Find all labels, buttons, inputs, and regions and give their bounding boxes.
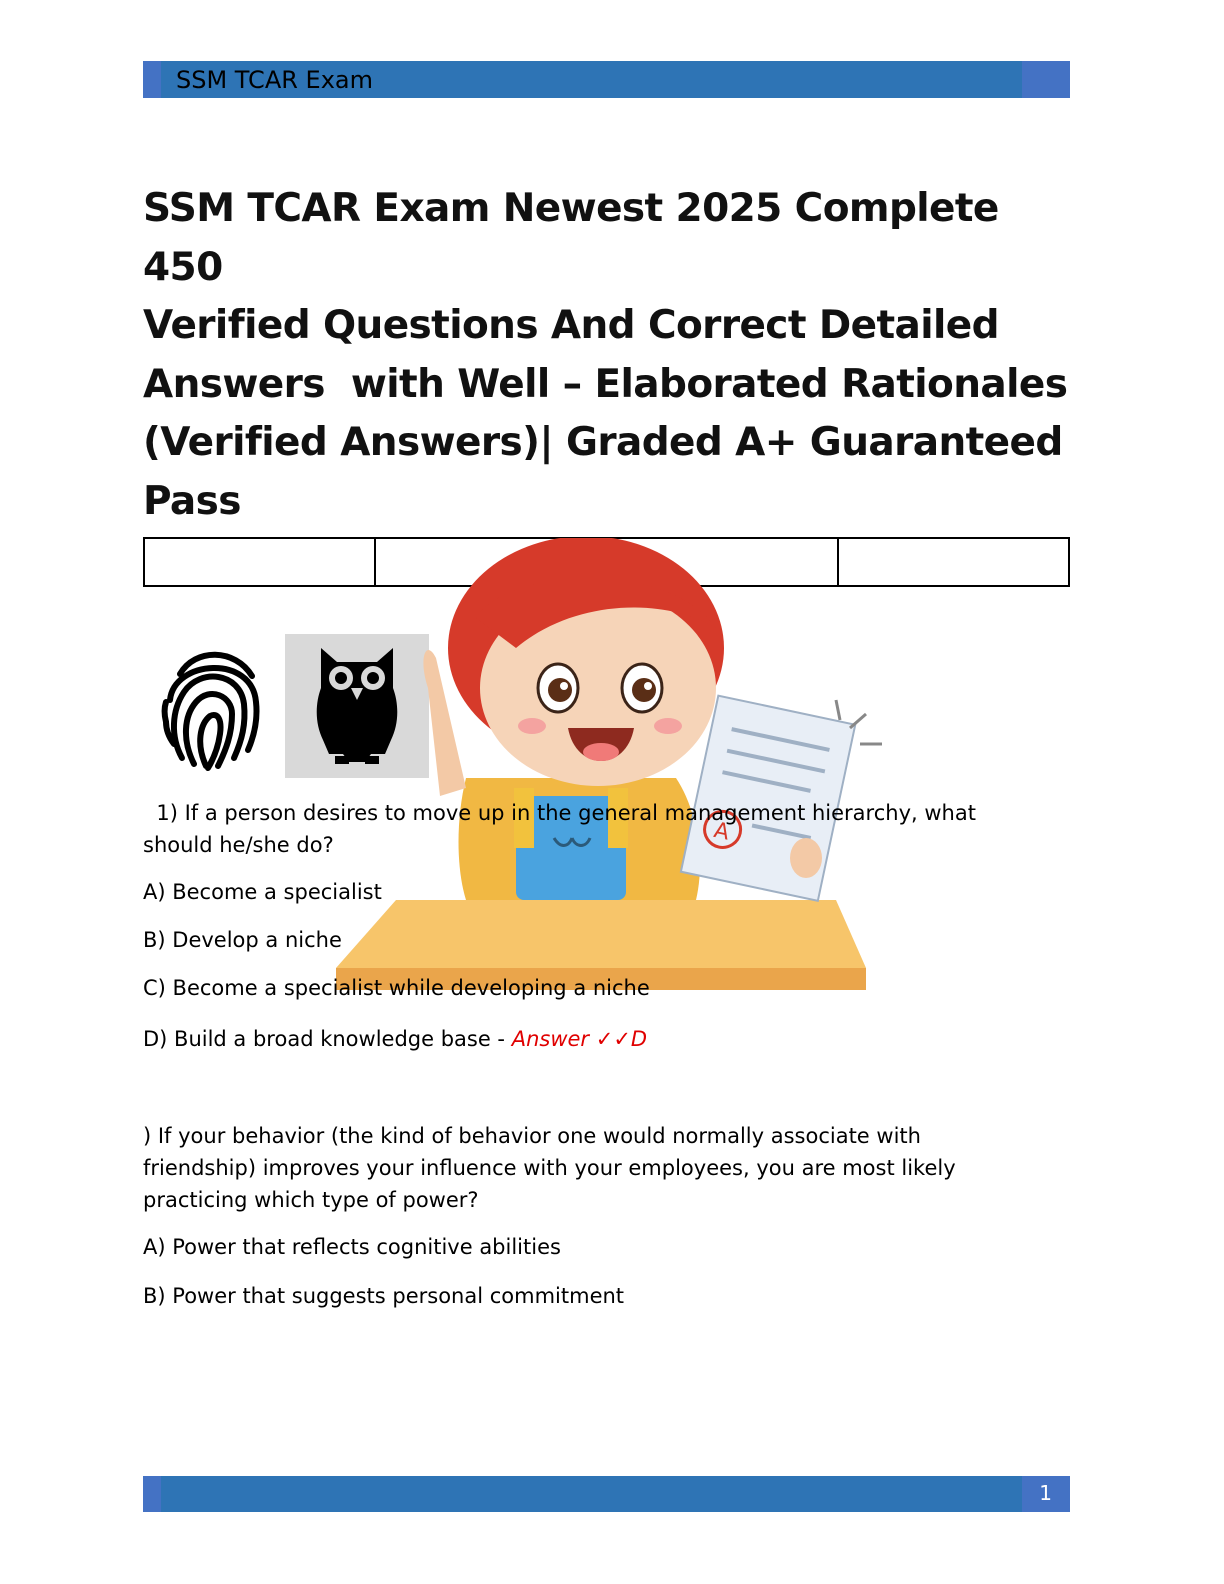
question-2-option-a: A) Power that reflects cognitive abilities: [143, 1235, 561, 1259]
question-1-option-a: A) Become a specialist: [143, 880, 382, 904]
header-accent-left: [143, 61, 161, 98]
page-footer: [143, 1476, 1070, 1512]
fingerprint-icon: [160, 640, 264, 772]
header-accent-right: [1022, 61, 1070, 98]
question-1-option-c: C) Become a specialist while developing a niche: [143, 976, 650, 1000]
footer-accent-left: [143, 1476, 161, 1512]
title-line: (Verified Answers)| Graded A+ Guaranteed: [143, 420, 1063, 465]
svg-text:A: A: [711, 817, 732, 846]
question-1-option-b: B) Develop a niche: [143, 928, 342, 952]
header-title: SSM TCAR Exam: [176, 66, 373, 94]
answer-key: Answer ✓✓D: [511, 1027, 648, 1051]
question-2-prompt: ) If your behavior (the kind of behavior one would normally associate with: [143, 1124, 921, 1148]
question-2-prompt-cont: friendship) improves your influence with your employees, you are most likely: [143, 1156, 956, 1180]
question-2-option-b: B) Power that suggests personal commitment: [143, 1284, 625, 1308]
option-d-text: D) Build a broad knowledge base -: [143, 1027, 512, 1051]
title-line: Verified Questions And Correct Detailed: [143, 303, 999, 348]
question-1-prompt: 1) If a person desires to move up in the general management hierarchy, what: [143, 801, 976, 825]
question-2-prompt-cont: practicing which type of power?: [143, 1188, 479, 1212]
question-1-prompt-cont: should he/she do?: [143, 833, 334, 857]
title-line: Answers with Well – Elaborated Rationales: [143, 361, 1068, 407]
title-line: SSM TCAR Exam Newest 2025 Complete 450: [143, 186, 999, 290]
document-title: [143, 180, 1073, 531]
page-number: 1: [1039, 1481, 1052, 1505]
question-1-option-d: [143, 1023, 1043, 1055]
title-line: Pass: [143, 478, 241, 524]
page-header: [143, 61, 1070, 98]
